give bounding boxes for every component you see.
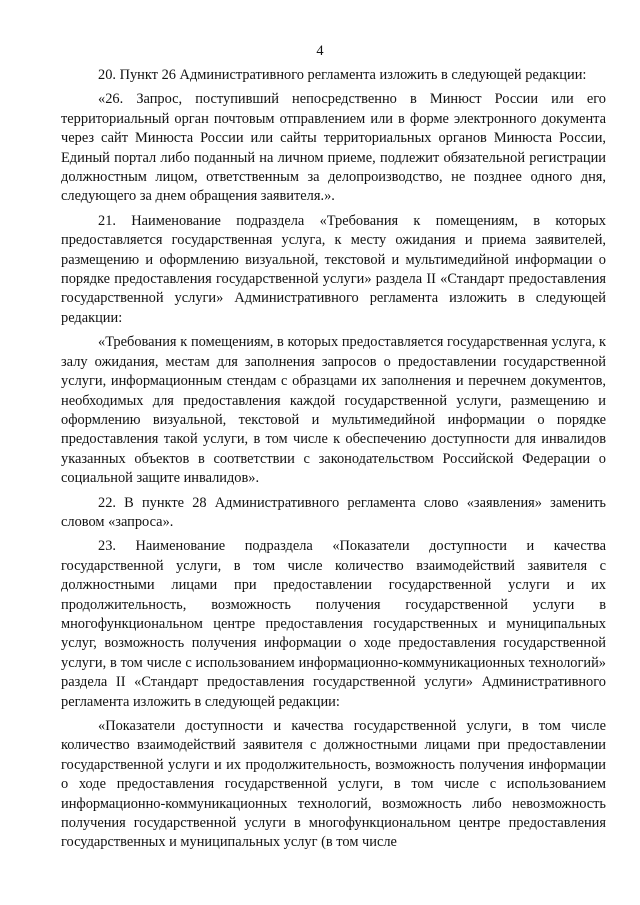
paragraph-item-23: 23. Наименование подраздела «Показатели доступности и качества государственной услуги, в том числе количество взаимодействий заявителя с должностными лицами при предоставлении государственной услуги и их продолжительность, возможность получения государственной услуги в многофункциональном центре предоставления государственных и муниципальных услуг, возможность получения информации о ходе предоставления государственной услуги, в том числе с использованием информационно-коммуникационных технологий» раздела II «Стандарт предоставления государственной услуги» Административного регламента изложить в следующей редакции: [61, 538, 606, 710]
paragraph-item-20: 20. Пункт 26 Административного регламента изложить в следующей редакции: [98, 67, 587, 83]
paragraph-item-22: 22. В пункте 28 Административного регламента слово «заявления» заменить словом «запроса». [61, 494, 606, 530]
quoted-text-requirements: «Требования к помещениям, в которых предоставляется государственная услуга, к залу ожидания, местам для заполнения запросов о предоставлении государственной услуги, информационным стендам с образцами их заполнения и перечнем документов, необходимых для предоставления каждой государственной услуги, размещению и оформлению визуальной, текстовой и мультимедийной информации о порядке предоставления такой услуги, в том числе к обеспечению доступности для инвалидов указанных объектов в соответствии с законодательством Российской Федерации о социальной защите инвалидов». [61, 334, 606, 487]
page-number: 4 [316, 43, 324, 59]
paragraph-item-21: 21. Наименование подраздела «Требования к помещениям, в которых предоставляется государственная услуга, к месту ожидания и приема заявителей, размещению и оформлению визуальной, текстовой и мультимедийной информации о порядке предоставления государственной услуги» раздела II «Стандарт предоставления государственной услуги» Административного регламента изложить в следующей редакции: [61, 212, 606, 326]
document-body [61, 66, 606, 853]
quoted-text-item-26: «26. Запрос, поступивший непосредственно в Минюст России или его территориальный орган почтовым отправлением или в форме электронного документа через сайт Минюста России или сайты территориальных органов Минюста России, Единый портал либо поданный на личном приеме, подлежит обязательной регистрации должностным лицом, ответственным за делопроизводство, не позднее одного дня, следующего за днем обращения заявителя.». [61, 91, 606, 205]
quoted-text-indicators: «Показатели доступности и качества государственной услуги, в том числе количество взаимодействий заявителя с должностными лицами при предоставлении государственной услуги и их продолжительность, возможность получения информации о ходе предоставления государственной услуги, в том числе с использованием информационно-коммуникационных технологий, возможность либо невозможность получения государственной услуги в многофункциональном центре предоставления государственных и муниципальных услуг (в том числе [61, 718, 606, 851]
